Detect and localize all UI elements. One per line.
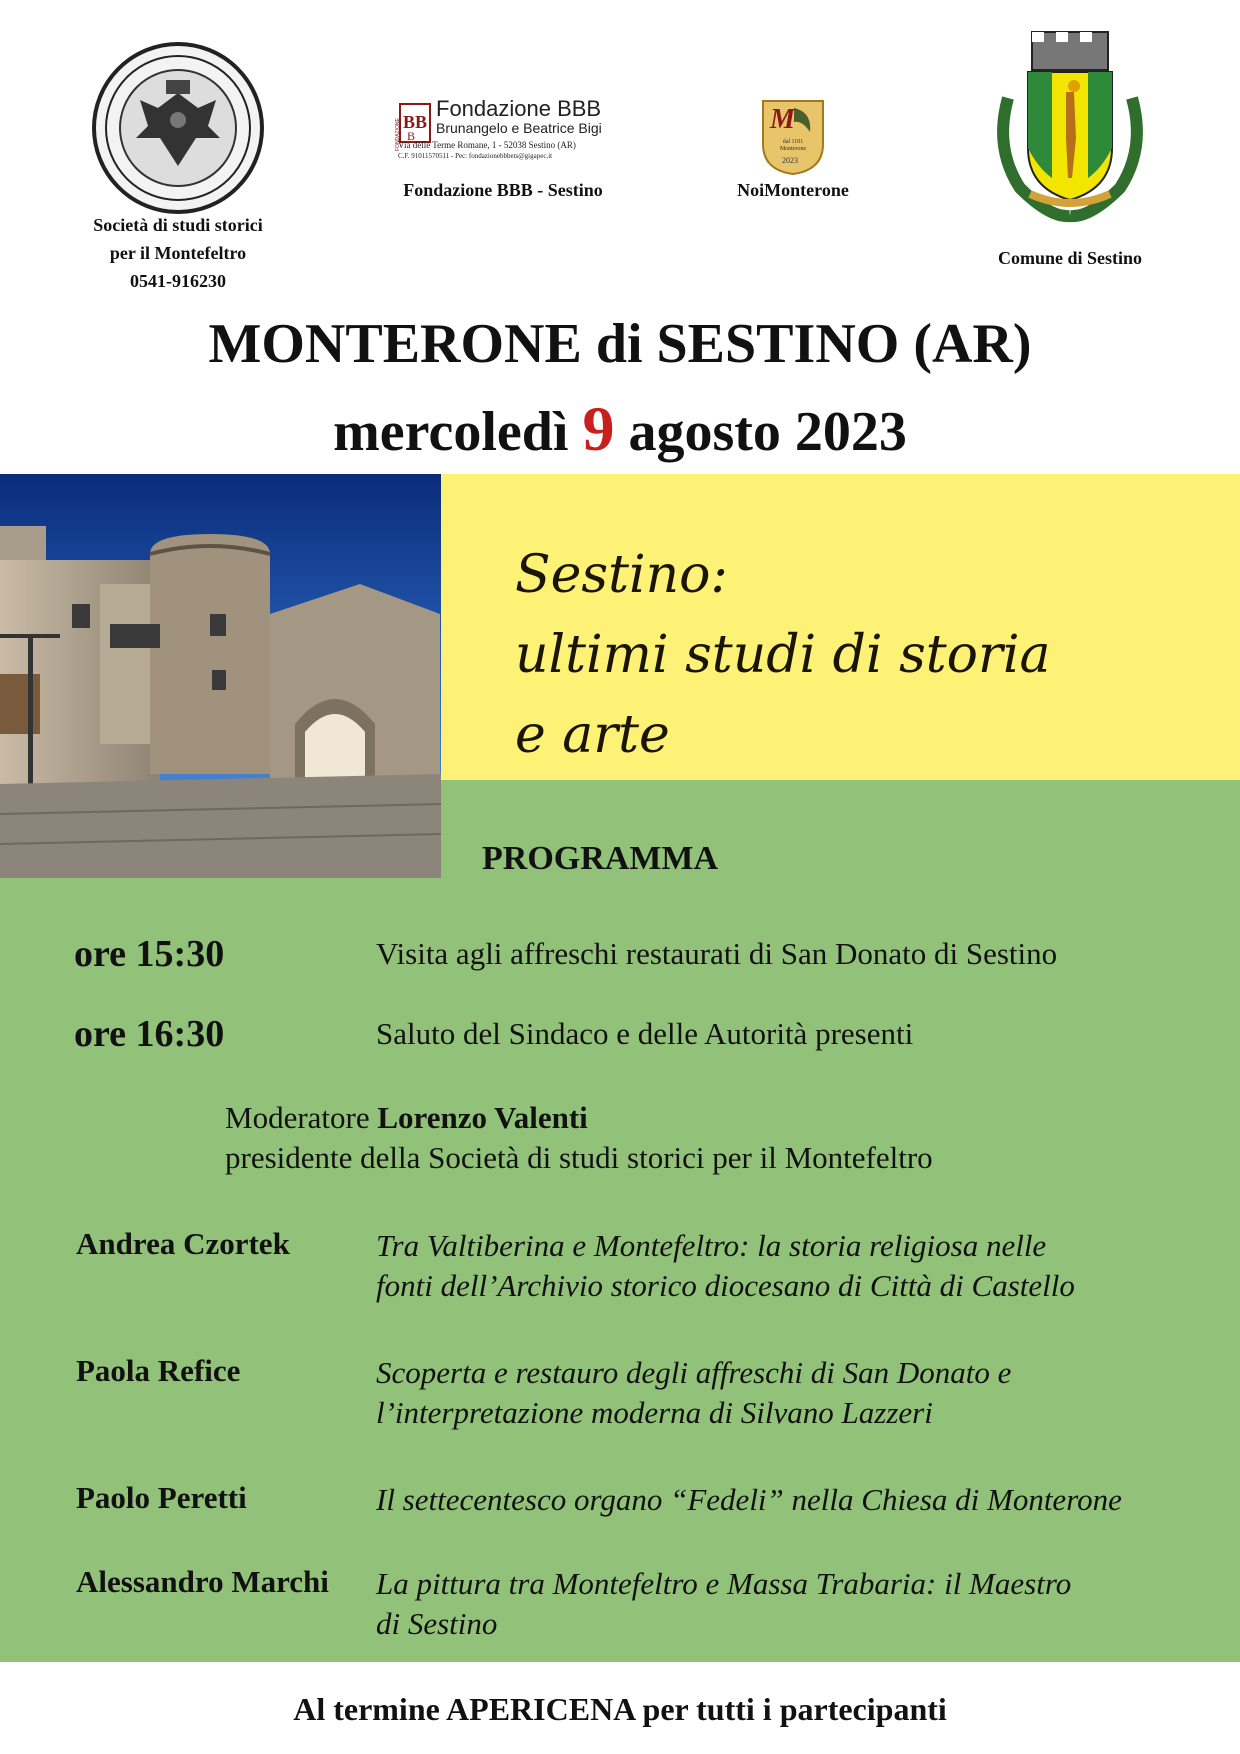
moderator-block	[225, 1098, 933, 1178]
slot-text: Visita agli affreschi restaurati di San Donato di Sestino	[376, 936, 1058, 971]
society-name-line2: per il Montefeltro	[109, 243, 247, 263]
slot-time: ore 15:30	[74, 933, 225, 975]
monterone-photo	[0, 474, 441, 878]
speaker-name: Andrea Czortek	[76, 1226, 290, 1261]
moderator-name: Lorenzo Valenti	[377, 1100, 588, 1135]
subtitle-line2: ultimi studi di storia	[515, 625, 1051, 685]
noimonterone-small: dal 1101 Monterone	[779, 139, 807, 152]
footer-note: Al termine APERICENA per tutti i partecipanti	[293, 1691, 947, 1727]
event-date	[0, 392, 1240, 466]
speaker-name: Paola Refice	[76, 1353, 241, 1388]
event-place: MONTERONE di SESTINO (AR)	[208, 313, 1032, 375]
subtitle-line3: e arte	[515, 705, 670, 765]
moderator-role: presidente della Società di studi storici per il Montefeltro	[225, 1140, 933, 1175]
talk-title: La pittura tra Montefeltro e Massa Trabaria: il Maestro di Sestino	[376, 1566, 1072, 1641]
talk-title: Il settecentesco organo “Fedeli” nella Chiesa di Monterone	[376, 1482, 1122, 1517]
society-name-line1: Società di studi storici	[93, 215, 263, 235]
comune-caption: Comune di Sestino	[997, 248, 1143, 268]
fondazione-side-text: FONDAZIONE	[395, 118, 401, 151]
fondazione-caption: Fondazione BBB - Sestino	[403, 180, 603, 200]
moderator-label: Moderatore	[225, 1100, 370, 1135]
society-seal	[88, 38, 268, 218]
noimonterone-caption: NoiMonterone	[737, 180, 849, 200]
comune-coat-of-arms	[990, 28, 1150, 228]
svg-text:BB: BB	[403, 112, 428, 132]
svg-text:B: B	[407, 129, 416, 143]
fondazione-logo	[388, 92, 628, 164]
fondazione-subname: Brunangelo e Beatrice Bigi	[436, 120, 602, 136]
event-date-month-year: agosto 2023	[628, 401, 907, 463]
fondazione-name: Fondazione BBB	[436, 96, 602, 121]
program-heading: PROGRAMMA	[482, 840, 719, 877]
noimonterone-year: 2023	[782, 156, 798, 165]
fondazione-address: Via delle Terme Romane, 1 - 52038 Sestino (AR)	[398, 140, 576, 150]
slot-time: ore 16:30	[74, 1013, 225, 1055]
fondazione-fiscal: C.F. 91011570511 - Pec: fondazionebbbets@gigapec.it	[398, 152, 553, 160]
speaker-name: Paolo Peretti	[76, 1480, 247, 1515]
talk-title: Tra Valtiberina e Montefeltro: la storia religiosa nelle fonti dell’Archivio storico diocesano di Città di Castello	[376, 1228, 1075, 1303]
event-date-weekday: mercoledì	[333, 401, 569, 463]
noimonterone-logo	[760, 98, 826, 176]
slot-text: Saluto del Sindaco e delle Autorità presenti	[376, 1016, 914, 1051]
program-panel-top	[441, 780, 1240, 810]
event-date-day: 9	[582, 393, 615, 464]
talk-title: Scoperta e restauro degli affreschi di San Donato e l’interpretazione moderna di Silvano Lazzeri	[376, 1355, 1012, 1430]
society-phone: 0541-916230	[130, 271, 226, 291]
subtitle-line1: Sestino:	[515, 545, 728, 605]
noimonterone-mark: M	[770, 104, 795, 135]
event-subtitle	[515, 535, 1050, 775]
speaker-name: Alessandro Marchi	[76, 1564, 329, 1599]
